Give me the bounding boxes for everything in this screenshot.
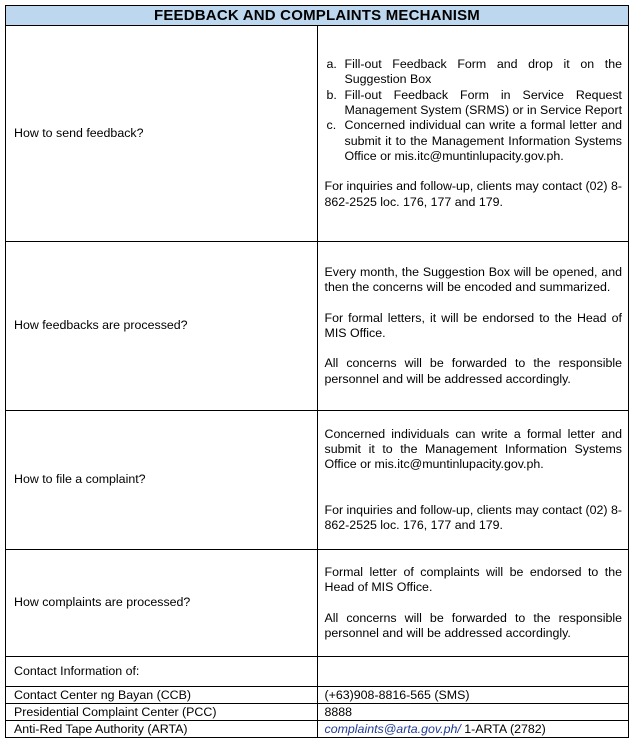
question-file-complaint: How to file a complaint? [6, 411, 318, 550]
contact-name: Anti-Red Tape Authority (ARTA) [6, 721, 318, 738]
feedback-table [5, 5, 629, 738]
question-complaints-processed: How complaints are processed? [6, 550, 318, 657]
list-item: c. Concerned individual can write a formal letter and submit it to the Management Information Systems Office or mis.itc@muntinlupacity.gov.ph. [326, 118, 622, 163]
list-item: a. Fill-out Feedback Form and drop it on the Suggestion Box [326, 57, 622, 87]
table-row [6, 242, 629, 411]
contact-row-arta [6, 721, 629, 738]
contact-row-pcc [6, 704, 629, 721]
paragraph: For inquiries and follow-up, clients may contact (02) 8-862-2525 loc. 176, 177 and 179. [324, 502, 623, 532]
paragraph: Formal letter of complaints will be endorsed to the Head of MIS Office. [324, 564, 622, 595]
contact-row-ccb [6, 687, 629, 704]
table-row [6, 550, 629, 657]
contact-heading: Contact Information of: [6, 657, 318, 687]
list-item: b. Fill-out Feedback Form in Service Request Management System (SRMS) or in Service Report [326, 87, 623, 118]
contact-name: Contact Center ng Bayan (CCB) [6, 687, 318, 704]
table-row [6, 26, 629, 242]
arta-hotline: 1-ARTA (2782) [460, 721, 546, 736]
paragraph: Concerned individuals can write a formal letter and submit it to the Management Information Systems Office or mis.itc@muntinlupacity.gov.ph. [324, 426, 622, 472]
table-title: FEEDBACK AND COMPLAINTS MECHANISM [6, 6, 629, 26]
paragraph: Every month, the Suggestion Box will be opened, and then the concerns will be encoded and summarized. [324, 265, 622, 295]
answer-complaints-processed [317, 550, 629, 657]
answer-file-complaint [317, 411, 629, 550]
question-send-feedback: How to send feedback? [6, 26, 318, 242]
inquiry-note: For inquiries and follow-up, clients may contact (02) 8-862-2525 loc. 176, 177 and 179. [324, 179, 623, 209]
arta-email-link[interactable]: complaints@arta.gov.ph/ [324, 721, 461, 736]
answer-feedback-processed [317, 242, 629, 411]
answer-send-feedback [317, 26, 629, 242]
contact-value [317, 721, 629, 738]
contact-value: 8888 [317, 704, 629, 721]
contact-name: Presidential Complaint Center (PCC) [6, 704, 318, 721]
paragraph: For formal letters, it will be endorsed to the Head of MIS Office. [324, 310, 622, 340]
paragraph: All concerns will be forwarded to the responsible personnel and will be addressed accordingly. [324, 356, 622, 386]
table-row [6, 657, 629, 687]
paragraph: All concerns will be forwarded to the responsible personnel and will be addressed accordingly. [324, 610, 622, 640]
contact-value: (+63)908-8816-565 (SMS) [317, 687, 629, 704]
feedback-options-list [325, 57, 623, 164]
question-feedback-processed: How feedbacks are processed? [6, 242, 318, 411]
table-row [6, 411, 629, 550]
